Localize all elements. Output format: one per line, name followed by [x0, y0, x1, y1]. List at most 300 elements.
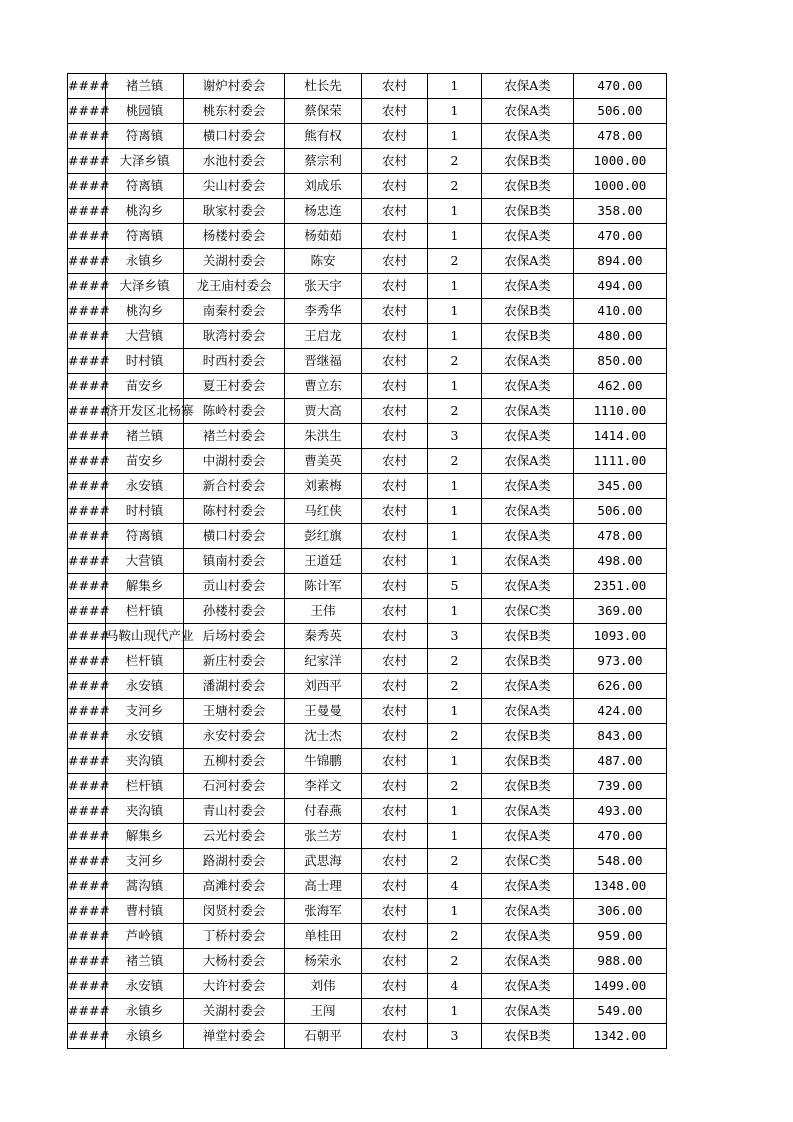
category-cell: 农保A类: [482, 474, 574, 499]
table-row: [68, 324, 667, 349]
village-cell: 潘湖村委会: [184, 674, 285, 699]
category-cell: 农保A类: [482, 874, 574, 899]
amount-cell: 487.00: [574, 749, 667, 774]
row-id: ####: [68, 524, 106, 549]
row-id: ####: [68, 149, 106, 174]
village-cell: 尖山村委会: [184, 174, 285, 199]
table-row: [68, 249, 667, 274]
count-cell: 2: [428, 349, 482, 374]
village-cell: 陈村村委会: [184, 499, 285, 524]
village-cell: 褚兰村委会: [184, 424, 285, 449]
table-row: [68, 374, 667, 399]
row-id: ####: [68, 749, 106, 774]
amount-cell: 480.00: [574, 324, 667, 349]
count-cell: 4: [428, 874, 482, 899]
type-cell: 农村: [362, 249, 428, 274]
type-cell: 农村: [362, 974, 428, 999]
name-cell: 朱洪生: [285, 424, 362, 449]
town-cell: 永安镇: [106, 674, 184, 699]
village-cell: 陈岭村委会: [184, 399, 285, 424]
name-cell: 陈安: [285, 249, 362, 274]
table-row: [68, 724, 667, 749]
village-cell: 镇南村委会: [184, 549, 285, 574]
row-id: ####: [68, 924, 106, 949]
amount-cell: 1110.00: [574, 399, 667, 424]
table-row: [68, 624, 667, 649]
village-cell: 石河村委会: [184, 774, 285, 799]
name-cell: 晋继福: [285, 349, 362, 374]
count-cell: 1: [428, 824, 482, 849]
name-cell: 石朝平: [285, 1024, 362, 1049]
town-cell: 永镇乡: [106, 249, 184, 274]
count-cell: 2: [428, 399, 482, 424]
table-row: [68, 274, 667, 299]
town-cell: 马鞍山现代产业: [106, 624, 184, 649]
count-cell: 1: [428, 799, 482, 824]
count-cell: 1: [428, 549, 482, 574]
village-cell: 五柳村委会: [184, 749, 285, 774]
town-cell: 时村镇: [106, 499, 184, 524]
town-cell: 大泽乡镇: [106, 149, 184, 174]
amount-cell: 494.00: [574, 274, 667, 299]
amount-cell: 1111.00: [574, 449, 667, 474]
type-cell: 农村: [362, 424, 428, 449]
count-cell: 2: [428, 774, 482, 799]
table-row: [68, 549, 667, 574]
name-cell: 刘成乐: [285, 174, 362, 199]
type-cell: 农村: [362, 599, 428, 624]
village-cell: 高滩村委会: [184, 874, 285, 899]
table-row: [68, 399, 667, 424]
count-cell: 2: [428, 249, 482, 274]
name-cell: 曹立东: [285, 374, 362, 399]
name-cell: 杨忠连: [285, 199, 362, 224]
row-id: ####: [68, 274, 106, 299]
category-cell: 农保A类: [482, 74, 574, 99]
type-cell: 农村: [362, 999, 428, 1024]
table-row: [68, 799, 667, 824]
table-row: [68, 924, 667, 949]
town-cell: 永安镇: [106, 474, 184, 499]
name-cell: 武思海: [285, 849, 362, 874]
type-cell: 农村: [362, 899, 428, 924]
row-id: ####: [68, 774, 106, 799]
table-row: [68, 524, 667, 549]
name-cell: 张天宇: [285, 274, 362, 299]
count-cell: 1: [428, 324, 482, 349]
category-cell: 农保A类: [482, 449, 574, 474]
town-cell: 褚兰镇: [106, 424, 184, 449]
count-cell: 2: [428, 849, 482, 874]
table-row: [68, 499, 667, 524]
row-id: ####: [68, 899, 106, 924]
count-cell: 3: [428, 1024, 482, 1049]
type-cell: 农村: [362, 124, 428, 149]
category-cell: 农保A类: [482, 924, 574, 949]
village-cell: 中湖村委会: [184, 449, 285, 474]
count-cell: 1: [428, 474, 482, 499]
village-cell: 耿湾村委会: [184, 324, 285, 349]
count-cell: 1: [428, 999, 482, 1024]
village-cell: 杨楼村委会: [184, 224, 285, 249]
type-cell: 农村: [362, 374, 428, 399]
town-cell: 符离镇: [106, 174, 184, 199]
type-cell: 农村: [362, 849, 428, 874]
name-cell: 刘素梅: [285, 474, 362, 499]
count-cell: 2: [428, 674, 482, 699]
category-cell: 农保A类: [482, 224, 574, 249]
category-cell: 农保B类: [482, 749, 574, 774]
amount-cell: 626.00: [574, 674, 667, 699]
row-id: ####: [68, 824, 106, 849]
name-cell: 马红侠: [285, 499, 362, 524]
village-cell: 孙楼村委会: [184, 599, 285, 624]
name-cell: 王启龙: [285, 324, 362, 349]
town-cell: 蒿沟镇: [106, 874, 184, 899]
row-id: ####: [68, 599, 106, 624]
table-row: [68, 174, 667, 199]
row-id: ####: [68, 424, 106, 449]
amount-cell: 478.00: [574, 124, 667, 149]
town-cell: 支河乡: [106, 699, 184, 724]
type-cell: 农村: [362, 274, 428, 299]
count-cell: 1: [428, 699, 482, 724]
town-cell: 夹沟镇: [106, 799, 184, 824]
name-cell: 王曼曼: [285, 699, 362, 724]
type-cell: 农村: [362, 474, 428, 499]
village-cell: 关湖村委会: [184, 249, 285, 274]
count-cell: 1: [428, 499, 482, 524]
table-row: [68, 1024, 667, 1049]
category-cell: 农保B类: [482, 1024, 574, 1049]
table-row: [68, 199, 667, 224]
row-id: ####: [68, 299, 106, 324]
type-cell: 农村: [362, 624, 428, 649]
name-cell: 蔡宗利: [285, 149, 362, 174]
name-cell: 沈士杰: [285, 724, 362, 749]
name-cell: 熊有权: [285, 124, 362, 149]
name-cell: 刘西平: [285, 674, 362, 699]
town-cell: 解集乡: [106, 824, 184, 849]
type-cell: 农村: [362, 699, 428, 724]
type-cell: 农村: [362, 874, 428, 899]
town-cell: 永安镇: [106, 974, 184, 999]
row-id: ####: [68, 649, 106, 674]
row-id: ####: [68, 174, 106, 199]
name-cell: 单桂田: [285, 924, 362, 949]
count-cell: 3: [428, 624, 482, 649]
town-cell: 褚兰镇: [106, 949, 184, 974]
category-cell: 农保A类: [482, 524, 574, 549]
town-cell: 符离镇: [106, 224, 184, 249]
type-cell: 农村: [362, 799, 428, 824]
count-cell: 1: [428, 124, 482, 149]
amount-cell: 1093.00: [574, 624, 667, 649]
type-cell: 农村: [362, 199, 428, 224]
category-cell: 农保A类: [482, 974, 574, 999]
count-cell: 1: [428, 99, 482, 124]
name-cell: 杨荣永: [285, 949, 362, 974]
amount-cell: 306.00: [574, 899, 667, 924]
count-cell: 3: [428, 424, 482, 449]
name-cell: 杨茹茹: [285, 224, 362, 249]
village-cell: 新合村委会: [184, 474, 285, 499]
category-cell: 农保A类: [482, 549, 574, 574]
table-row: [68, 849, 667, 874]
amount-cell: 1342.00: [574, 1024, 667, 1049]
town-cell: 时村镇: [106, 349, 184, 374]
count-cell: 1: [428, 199, 482, 224]
table-row: [68, 824, 667, 849]
table-row: [68, 349, 667, 374]
count-cell: 1: [428, 224, 482, 249]
amount-cell: 410.00: [574, 299, 667, 324]
amount-cell: 478.00: [574, 524, 667, 549]
row-id: ####: [68, 324, 106, 349]
row-id: ####: [68, 799, 106, 824]
count-cell: 2: [428, 149, 482, 174]
row-id: ####: [68, 124, 106, 149]
village-cell: 龙王庙村委会: [184, 274, 285, 299]
count-cell: 1: [428, 524, 482, 549]
village-cell: 云光村委会: [184, 824, 285, 849]
amount-cell: 470.00: [574, 824, 667, 849]
town-cell: 符离镇: [106, 524, 184, 549]
type-cell: 农村: [362, 749, 428, 774]
category-cell: 农保A类: [482, 824, 574, 849]
category-cell: 农保B类: [482, 774, 574, 799]
category-cell: 农保A类: [482, 899, 574, 924]
village-cell: 丁桥村委会: [184, 924, 285, 949]
type-cell: 农村: [362, 449, 428, 474]
amount-cell: 549.00: [574, 999, 667, 1024]
amount-cell: 988.00: [574, 949, 667, 974]
amount-cell: 369.00: [574, 599, 667, 624]
name-cell: 张兰芳: [285, 824, 362, 849]
type-cell: 农村: [362, 399, 428, 424]
name-cell: 牛锦鹏: [285, 749, 362, 774]
amount-cell: 973.00: [574, 649, 667, 674]
town-cell: 褚兰镇: [106, 74, 184, 99]
town-cell: 桃园镇: [106, 99, 184, 124]
table-row: [68, 124, 667, 149]
category-cell: 农保A类: [482, 499, 574, 524]
data-table: [67, 73, 667, 1049]
table-row: [68, 749, 667, 774]
type-cell: 农村: [362, 524, 428, 549]
type-cell: 农村: [362, 499, 428, 524]
category-cell: 农保A类: [482, 274, 574, 299]
category-cell: 农保A类: [482, 949, 574, 974]
type-cell: 农村: [362, 349, 428, 374]
table-row: [68, 449, 667, 474]
amount-cell: 506.00: [574, 99, 667, 124]
type-cell: 农村: [362, 324, 428, 349]
name-cell: 王道廷: [285, 549, 362, 574]
village-cell: 贡山村委会: [184, 574, 285, 599]
table-row: [68, 649, 667, 674]
name-cell: 王闯: [285, 999, 362, 1024]
row-id: ####: [68, 199, 106, 224]
category-cell: 农保A类: [482, 349, 574, 374]
village-cell: 南秦村委会: [184, 299, 285, 324]
count-cell: 1: [428, 74, 482, 99]
amount-cell: 1000.00: [574, 149, 667, 174]
village-cell: 新庄村委会: [184, 649, 285, 674]
category-cell: 农保B类: [482, 199, 574, 224]
name-cell: 李祥文: [285, 774, 362, 799]
count-cell: 2: [428, 649, 482, 674]
category-cell: 农保B类: [482, 324, 574, 349]
category-cell: 农保A类: [482, 399, 574, 424]
name-cell: 王伟: [285, 599, 362, 624]
table-row: [68, 674, 667, 699]
village-cell: 时西村委会: [184, 349, 285, 374]
category-cell: 农保A类: [482, 99, 574, 124]
category-cell: 农保A类: [482, 374, 574, 399]
row-id: ####: [68, 674, 106, 699]
town-cell: 大营镇: [106, 324, 184, 349]
name-cell: 刘伟: [285, 974, 362, 999]
table-row: [68, 974, 667, 999]
amount-cell: 424.00: [574, 699, 667, 724]
name-cell: 秦秀英: [285, 624, 362, 649]
row-id: ####: [68, 699, 106, 724]
town-cell: 解集乡: [106, 574, 184, 599]
town-cell: 栏杆镇: [106, 649, 184, 674]
town-cell: 永镇乡: [106, 999, 184, 1024]
amount-cell: 1499.00: [574, 974, 667, 999]
amount-cell: 470.00: [574, 224, 667, 249]
type-cell: 农村: [362, 724, 428, 749]
type-cell: 农村: [362, 299, 428, 324]
amount-cell: 894.00: [574, 249, 667, 274]
row-id: ####: [68, 574, 106, 599]
type-cell: 农村: [362, 74, 428, 99]
amount-cell: 345.00: [574, 474, 667, 499]
count-cell: 2: [428, 449, 482, 474]
row-id: ####: [68, 874, 106, 899]
town-cell: 夹沟镇: [106, 749, 184, 774]
amount-cell: 548.00: [574, 849, 667, 874]
count-cell: 2: [428, 174, 482, 199]
amount-cell: 1414.00: [574, 424, 667, 449]
category-cell: 农保B类: [482, 724, 574, 749]
row-id: ####: [68, 499, 106, 524]
row-id: ####: [68, 949, 106, 974]
amount-cell: 358.00: [574, 199, 667, 224]
category-cell: 农保B类: [482, 649, 574, 674]
category-cell: 农保A类: [482, 574, 574, 599]
category-cell: 农保A类: [482, 249, 574, 274]
table-row: [68, 149, 667, 174]
category-cell: 农保B类: [482, 624, 574, 649]
town-cell: 苗安乡: [106, 449, 184, 474]
table-row: [68, 599, 667, 624]
amount-cell: 498.00: [574, 549, 667, 574]
count-cell: 1: [428, 749, 482, 774]
amount-cell: 1348.00: [574, 874, 667, 899]
town-cell: 栏杆镇: [106, 599, 184, 624]
row-id: ####: [68, 449, 106, 474]
amount-cell: 1000.00: [574, 174, 667, 199]
town-cell: 大营镇: [106, 549, 184, 574]
village-cell: 闵贤村委会: [184, 899, 285, 924]
type-cell: 农村: [362, 774, 428, 799]
count-cell: 5: [428, 574, 482, 599]
category-cell: 农保C类: [482, 599, 574, 624]
village-cell: 关湖村委会: [184, 999, 285, 1024]
table-row: [68, 299, 667, 324]
row-id: ####: [68, 624, 106, 649]
town-cell: 苗安乡: [106, 374, 184, 399]
name-cell: 李秀华: [285, 299, 362, 324]
category-cell: 农保A类: [482, 124, 574, 149]
village-cell: 横口村委会: [184, 524, 285, 549]
category-cell: 农保A类: [482, 424, 574, 449]
amount-cell: 2351.00: [574, 574, 667, 599]
table-row: [68, 224, 667, 249]
town-cell: 芦岭镇: [106, 924, 184, 949]
name-cell: 彭红旗: [285, 524, 362, 549]
village-cell: 路湖村委会: [184, 849, 285, 874]
count-cell: 1: [428, 274, 482, 299]
row-id: ####: [68, 474, 106, 499]
type-cell: 农村: [362, 824, 428, 849]
town-cell: 符离镇: [106, 124, 184, 149]
name-cell: 曹美英: [285, 449, 362, 474]
table-row: [68, 999, 667, 1024]
amount-cell: 506.00: [574, 499, 667, 524]
table-row: [68, 74, 667, 99]
name-cell: 贾大高: [285, 399, 362, 424]
category-cell: 农保B类: [482, 299, 574, 324]
type-cell: 农村: [362, 224, 428, 249]
town-cell: 栏杆镇: [106, 774, 184, 799]
type-cell: 农村: [362, 1024, 428, 1049]
village-cell: 后场村委会: [184, 624, 285, 649]
village-cell: 禅堂村委会: [184, 1024, 285, 1049]
row-id: ####: [68, 549, 106, 574]
name-cell: 纪家洋: [285, 649, 362, 674]
row-id: ####: [68, 1024, 106, 1049]
category-cell: 农保A类: [482, 699, 574, 724]
name-cell: 陈计军: [285, 574, 362, 599]
town-cell: 永镇乡: [106, 1024, 184, 1049]
row-id: ####: [68, 249, 106, 274]
village-cell: 桃东村委会: [184, 99, 285, 124]
town-cell: 济开发区北杨寨: [106, 399, 184, 424]
name-cell: 付春燕: [285, 799, 362, 824]
table-row: [68, 424, 667, 449]
category-cell: 农保A类: [482, 674, 574, 699]
amount-cell: 462.00: [574, 374, 667, 399]
table-row: [68, 899, 667, 924]
row-id: ####: [68, 849, 106, 874]
table-row: [68, 574, 667, 599]
row-id: ####: [68, 224, 106, 249]
category-cell: 农保B类: [482, 149, 574, 174]
row-id: ####: [68, 74, 106, 99]
table-row: [68, 774, 667, 799]
type-cell: 农村: [362, 574, 428, 599]
amount-cell: 470.00: [574, 74, 667, 99]
table-row: [68, 949, 667, 974]
category-cell: 农保C类: [482, 849, 574, 874]
table-row: [68, 99, 667, 124]
village-cell: 王塘村委会: [184, 699, 285, 724]
village-cell: 大许村委会: [184, 974, 285, 999]
